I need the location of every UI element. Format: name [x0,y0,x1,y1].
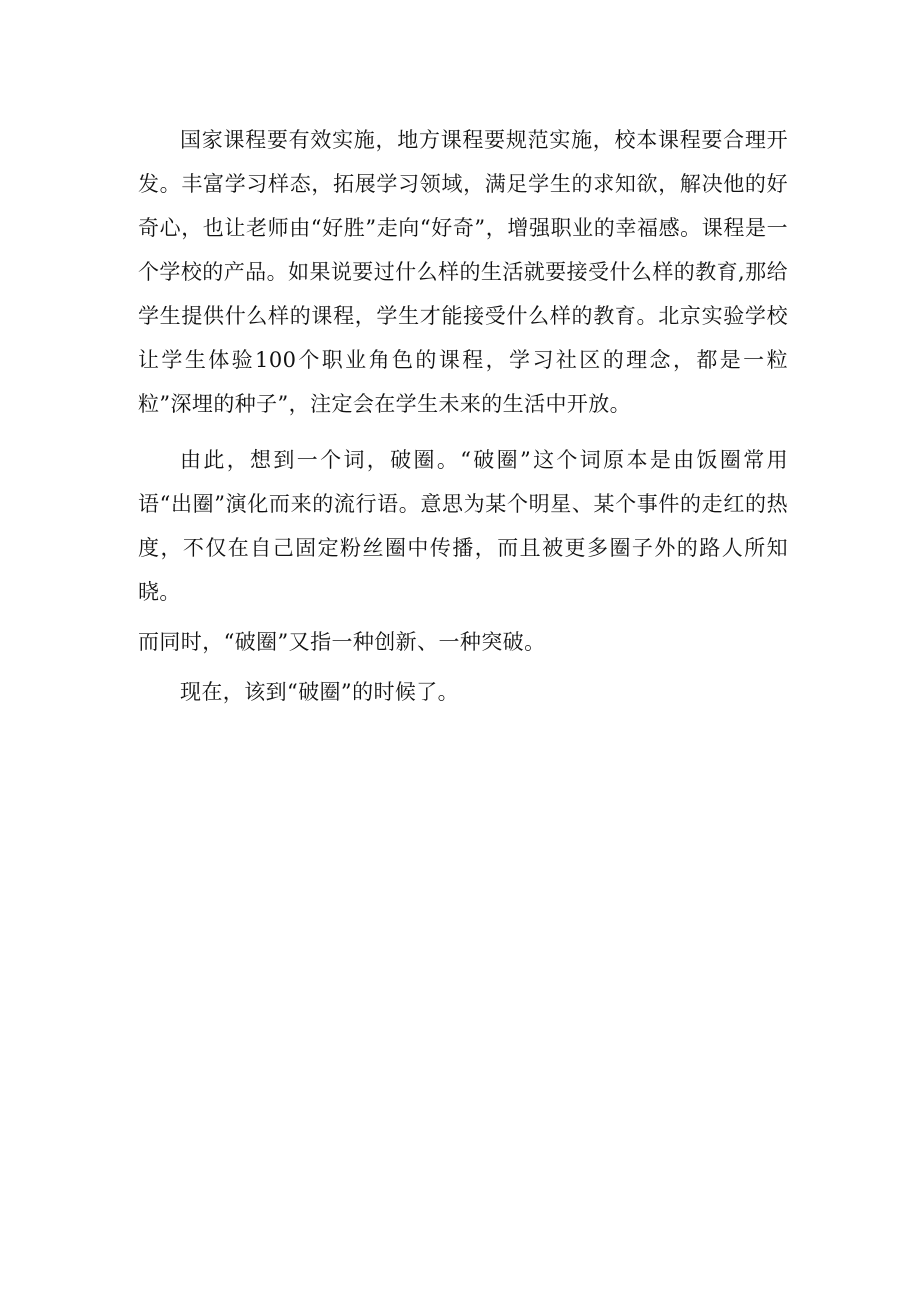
paragraph-conclusion: 现在，该到“破圈”的时候了。 [180,680,460,704]
document-body [138,118,788,714]
paragraph-breaking-circle: 由此，想到一个词，破圈。“破圈”这个词原本是由饭圈常用语“出圈”演化而来的流行语。意思为某个明星、某个事件的走红的热度，不仅在自己固定粉丝圈中传播，而且被更多圈子外的路人所知晓。 [138,448,788,604]
paragraph-innovation: 而同时，“破圈”又指一种创新、一种突破。 [138,630,546,654]
paragraph-curriculum: 国家课程要有效实施，地方课程要规范实施，校本课程要合理开发。丰富学习样态，拓展学习领域，满足学生的求知欲，解决他的好奇心，也让老师由“好胜”走向“好奇”，增强职业的幸福感。课程是一个学校的产品。如果说要过什么样的生活就要接受什么样的教育,那给学生提供什么样的课程，学生才能接受什么样的教育。北京实验学校让学生体验100个职业角色的课程，学习社区的理念，都是一粒粒”深埋的种子”，注定会在学生未来的生活中开放。 [138,128,788,416]
